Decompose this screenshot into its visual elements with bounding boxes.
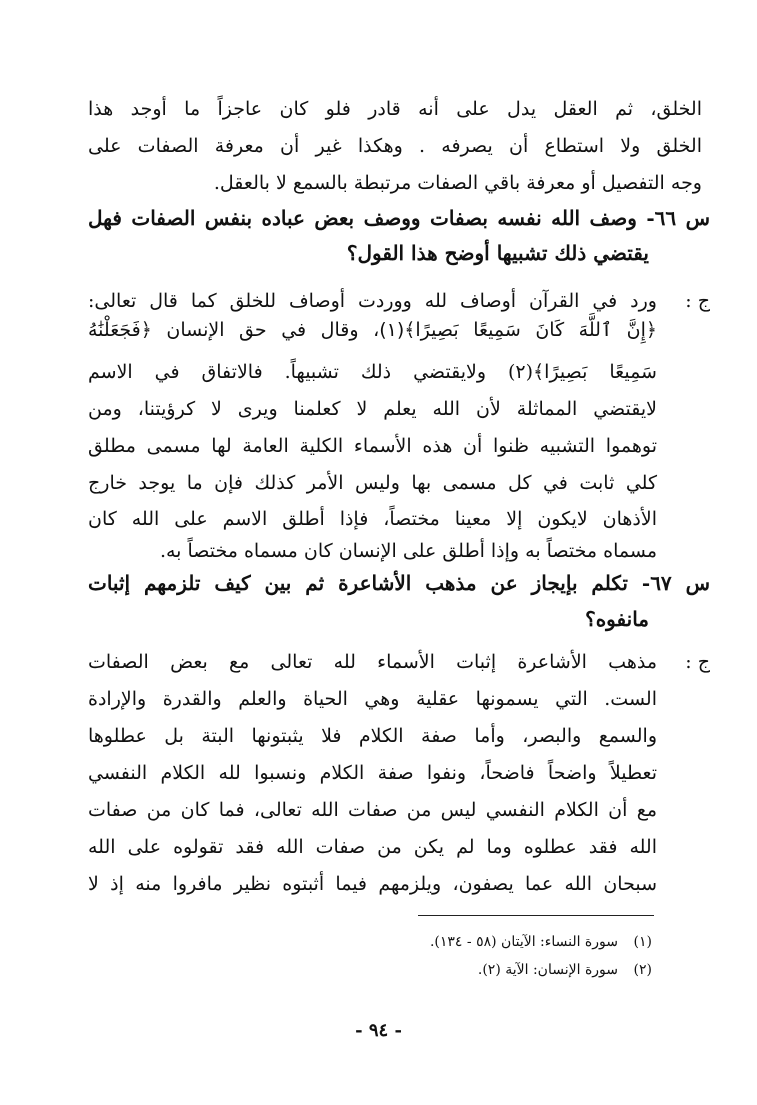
answer-66-marker: ج : [685, 290, 710, 312]
footnote-2 [478, 960, 652, 980]
question-67-line-2: مانفوه؟ [585, 607, 649, 631]
footnote-2-text: سورة الإنسان: الآية (٢). [477, 962, 618, 978]
footnote-2-number: (٢) [633, 962, 652, 978]
answer-66-line-2: ﴿إِنَّ ٱللَّهَ كَانَ سَمِيعًا بَصِيرًا﴾(١)، وقال في حق الإنسان ﴿فَجَعَلْنَٰهُ [88, 319, 657, 341]
answer-67-line-7: سبحان الله عما يصفون، ويلزمهم فيما أثبتوه نظير مافروا منه إذ لا [88, 873, 657, 895]
answer-66-line-1: ورد في القرآن أوصاف لله ووردت أوصاف للخلق كما قال تعالى: [88, 290, 657, 312]
question-66-line-1: س ٦٦- وصف الله نفسه بصفات ووصف بعض عباده بنفس الصفات فهل [88, 206, 710, 230]
answer-66-line-3: سَمِيعًا بَصِيرًا﴾(٢) ولايقتضي ذلك تشبيهاً. فالاتفاق في الاسم [88, 361, 657, 383]
answer-67-line-6: الله فقد عطلوه وما لم يكن من صفات الله فقد تقولوه على الله [88, 836, 657, 858]
answer-66-line-6: كلي ثابت في كل مسمى بها وليس الأمر كذلك فإن ما يوجد خارج [88, 472, 657, 494]
answer-67-line-2: الست. التي يسمونها عقلية وهي الحياة والعلم والقدرة والإرادة [88, 688, 657, 710]
answer-67-line-5: مع أن الكلام النفسي ليس من صفات الله تعالى، فما كان من صفات [88, 799, 657, 821]
intro-line-1: الخلق، ثم العقل يدل على أنه قادر فلو كان عاجزاً ما أوجد هذا [88, 98, 702, 120]
intro-line-2: الخلق ولا استطاع أن يصرفه . وهكذا غير أن معرفة الصفات على [88, 135, 702, 157]
answer-67-line-4: تعطيلاً واضحاً فاضحاً، ونفوا صفة الكلام ونسبوا لله الكلام النفسي [88, 762, 657, 784]
footnote-1-number: (١) [633, 934, 652, 950]
answer-66-line-7: الأذهان لايكون إلا معينا مختصاً، فإذا أطلق الاسم على الله كان [88, 508, 657, 530]
footnote-separator [418, 915, 654, 916]
answer-66-line-5: توهموا التشبيه ظنوا أن هذه الأسماء الكلية العامة لها مسمى مطلق [88, 435, 657, 457]
answer-66-line-8: مسماه مختصاً به وإذا أطلق على الإنسان كان مسماه مختصاً به. [159, 540, 657, 562]
question-66-line-2: يقتضي ذلك تشبيها أوضح هذا القول؟ [346, 241, 649, 265]
answer-67-marker: ج : [685, 651, 710, 673]
page-number: - ٩٤ - [355, 1020, 402, 1041]
answer-67-line-3: والسمع والبصر، وأما صفة الكلام فلا يثبتونها البتة بل عطلوها [88, 725, 657, 747]
answer-66-line-4: لايقتضي المماثلة لأن الله يعلم لا كعلمنا ويرى لا كرؤيتنا، ومن [88, 398, 657, 420]
footnote-1-text: سورة النساء: الآيتان (٥٨ - ١٣٤). [429, 934, 618, 950]
footnote-1 [430, 932, 652, 952]
question-67-line-1: س ٦٧- تكلم بإيجاز عن مذهب الأشاعرة ثم بين كيف تلزمهم إثبات [88, 571, 710, 595]
intro-line-3: وجه التفصيل أو معرفة باقي الصفات مرتبطة بالسمع لا بالعقل. [213, 172, 702, 194]
answer-67-line-1: مذهب الأشاعرة إثبات الأسماء لله تعالى مع بعض الصفات [88, 651, 657, 673]
